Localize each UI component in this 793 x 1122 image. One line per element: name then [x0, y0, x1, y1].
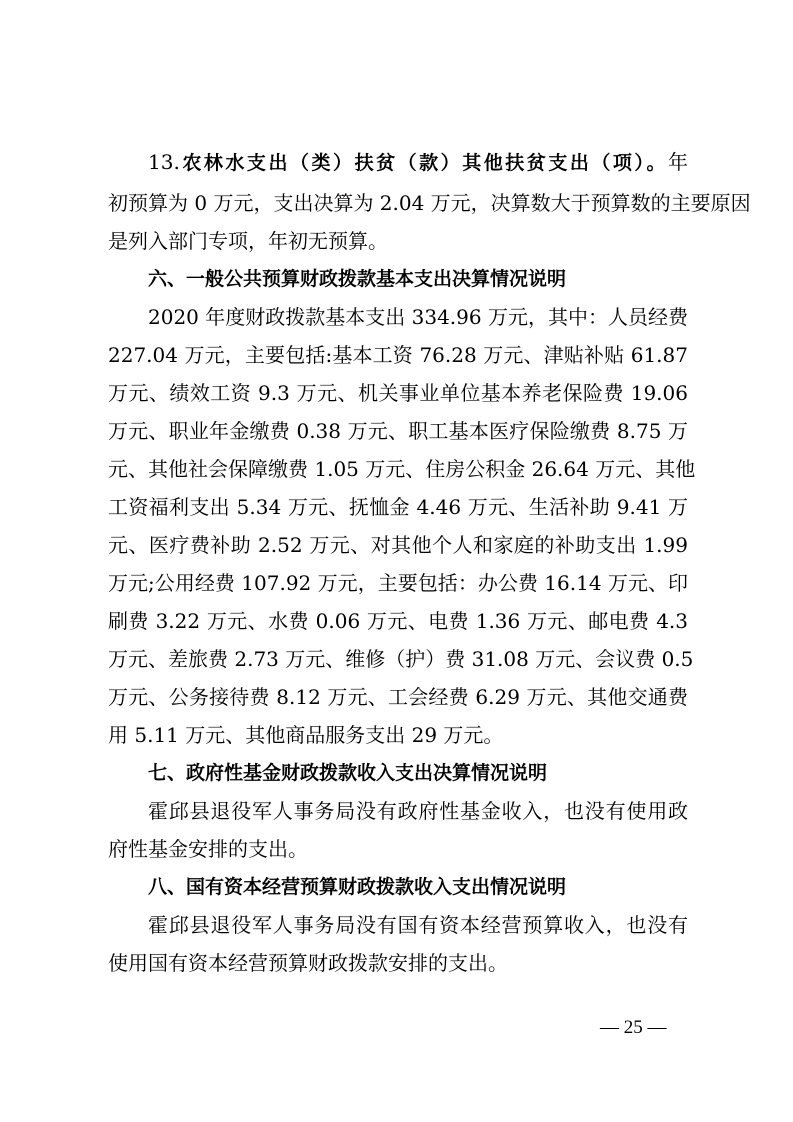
section6-line-5: 元、其他社会保障缴费 1.05 万元、住房公积金 26.64 万元、其他 [108, 457, 696, 481]
section6-line-6: 工资福利支出 5.34 万元、抚恤金 4.46 万元、生活补助 9.41 万 [108, 495, 688, 519]
section8-line-2: 使用国有资本经营预算财政拨款安排的支出。 [108, 951, 508, 975]
section8-line-1: 霍邱县退役军人事务局没有国有资本经营预算收入，也没有 [148, 913, 688, 937]
section6-line-12: 用 5.11 万元、其他商品服务支出 29 万元。 [108, 723, 504, 747]
item13-number: 13. [148, 150, 180, 174]
section6-line-10: 万元、差旅费 2.73 万元、维修（护）费 31.08 万元、会议费 0.5 [108, 647, 694, 671]
item13-title: 农林水支出（类）扶贫（款）其他扶贫支出（项）。 [179, 152, 668, 174]
section6-line-1: 2020 年度财政拨款基本支出 334.96 万元，其中：人员经费 [148, 305, 688, 329]
section6-line-8: 万元;公用经费 107.92 万元，主要包括：办公费 16.14 万元、印 [108, 571, 688, 595]
section6-line-3: 万元、绩效工资 9.3 万元、机关事业单位基本养老保险费 19.06 [108, 381, 688, 405]
item13-line1-tail: 年 [668, 150, 688, 174]
item13-line-3: 是列入部门专项，年初无预算。 [108, 229, 388, 253]
section6-line-11: 万元、公务接待费 8.12 万元、工会经费 6.29 万元、其他交通费 [108, 685, 688, 709]
page-number: — 25 — [600, 1017, 667, 1038]
section7-line-1: 霍邱县退役军人事务局没有政府性基金收入，也没有使用政 [148, 799, 688, 823]
section6-line-7: 元、医疗费补助 2.52 万元、对其他个人和家庭的补助支出 1.99 [108, 533, 688, 557]
section7-heading: 七、政府性基金财政拨款收入支出决算情况说明 [148, 762, 548, 784]
item13-line-1 [148, 144, 688, 180]
section7-line-2: 府性基金安排的支出。 [108, 837, 308, 861]
section8-heading: 八、国有资本经营预算财政拨款收入支出情况说明 [148, 876, 567, 898]
section6-line-9: 刷费 3.22 万元、水费 0.06 万元、电费 1.36 万元、邮电费 4.3 [108, 609, 688, 633]
section6-line-2: 227.04 万元，主要包括:基本工资 76.28 万元、津贴补贴 61.87 [108, 343, 688, 367]
section6-heading: 六、一般公共预算财政拨款基本支出决算情况说明 [148, 268, 567, 290]
section6-line-4: 万元、职业年金缴费 0.38 万元、职工基本医疗保险缴费 8.75 万 [108, 419, 688, 443]
item13-line-2: 初预算为 0 万元，支出决算为 2.04 万元，决算数大于预算数的主要原因 [108, 191, 751, 215]
